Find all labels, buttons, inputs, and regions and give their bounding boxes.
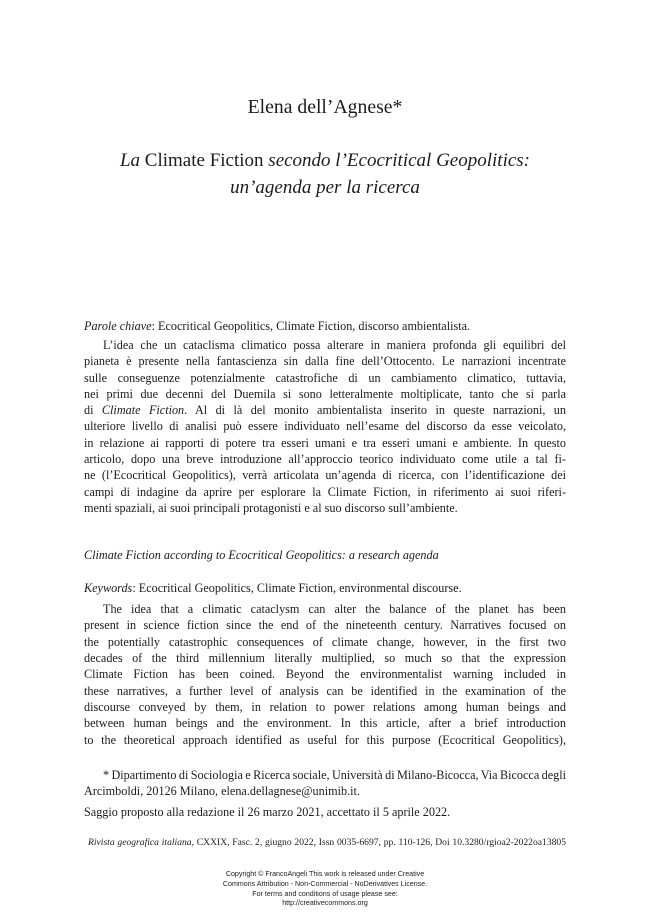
abstract-it-text: . Al di là del monito ambientalista inserito in queste narrazioni, un [184,403,566,418]
abstract-it-emphasis: Climate Fiction [101,403,185,418]
abstract-it-line: menti spaziali, ai suoi principali protagonisti e al suo discorso sull’ambiente. [84,500,458,515]
abstract-en-title [84,547,566,563]
keywords-en [84,580,566,596]
abstract-en [84,601,566,748]
abstract-en-line: The idea that a climatic cataclysm can alter the balance of the planet has been [103,602,566,616]
article-title [0,147,650,201]
abstract-en-line: decades of the third millennium literally multiplied, so much so that the expression [84,651,566,666]
abstract-it-line: ulteriore livello di analisi può essere individuato nell’esame del discorso da esse veicolato, [84,419,566,434]
abstract-en-line: Climate Fiction has been coined. Beyond the environmentalist warning included in [84,667,566,682]
submission-dates [84,804,566,820]
copyright-line: For terms and conditions of usage please see: [252,889,398,898]
keywords-en-line [84,580,566,596]
keywords-it-line [84,318,566,334]
abstract-en-line: these narratives, a further level of analysis can be identified in the examination of the [84,683,566,698]
copyright-notice [0,870,650,909]
keywords-en-label: Keywords [84,581,133,595]
title-roman-part: Climate Fiction [140,150,269,171]
author-name: Elena dell’Agnese* [247,96,403,118]
abstract-en-line: to the theoretical approach identified as useful for this purpose (Ecocritical Geopolitics), [84,732,566,747]
abstract-en-title-text: Climate Fiction according to Ecocritical Geopolitics: a research agenda [84,548,439,562]
submission-dates-text: Saggio proposto alla redazione il 26 marzo 2021, accettato il 5 aprile 2022. [84,805,451,819]
keywords-it-label: Parole chiave [84,319,152,333]
abstract-en-line: between human beings and the environment. In this article, after a brief introduction [84,716,566,731]
journal-name: Rivista geografica italiana [88,837,192,848]
abstract-it-line: L’idea che un cataclisma climatico possa alterare in maniera profonda gli equilibri del [103,338,566,352]
abstract-it-line: campi di indagine da aprire per esplorare la Climate Fiction, in riferimento ai suoi riferi- [84,484,566,499]
footnote-affiliation-line [84,783,566,799]
keywords-it-text: : Ecocritical Geopolitics, Climate Fiction, discorso ambientalista. [151,319,471,333]
author-footnote [84,767,566,800]
journal-citation [88,837,566,849]
journal-citation-line [88,837,566,849]
license-url: http://creativecommons.org [282,899,368,908]
title-line [0,147,650,174]
abstract-it-line: nei primi due decenni del Duemila si sono letteralmente moltiplicate, tanto che si parla [84,386,566,401]
copyright-line: Copyright © FrancoAngeli This work is released under Creative [225,870,425,878]
abstract-it-line: in relazione ai rapporti di potere tra esseri umani e tra esseri umani e ambiente. In questo [84,435,566,450]
abstract-it-line [84,402,566,418]
abstract-it-text: di [84,403,102,418]
footnote-punctuation: . [356,784,360,799]
title-italic-part: La [119,150,141,171]
footnote-address: Arcimboldi, 20126 Milano, [84,784,222,799]
footnote-affiliation-line: * Dipartimento di Sociologia e Ricerca sociale, Università di Milano-Bicocca, Via Bicocca degli [103,768,566,782]
abstract-en-line: discourse conveyed by them, in relation to power relations among human beings and [84,700,566,715]
abstract-en-line: the potentially catastrophic consequences of climate change, however, in the first two [84,634,566,649]
citation-details: , CXXIX, Fasc. 2, giugno 2022, Issn 0035-6697, pp. 110-126, Doi 10.3280/rgioa2-2022oa13805 [191,837,567,848]
abstract-it-line: ne (l’Ecocritical Geopolitics), verrà articolata un’agenda di ricerca, con l’identificazione dei [84,468,566,483]
copyright-line: Commons Attribution - Non-Commercial - NoDerivatives License. [222,879,428,888]
keywords-en-text: : Ecocritical Geopolitics, Climate Fiction, environmental discourse. [132,581,462,595]
title-line: un’agenda per la ricerca [230,177,420,198]
abstract-it-line: pianeta è presente nella fantascienza sin dalla fine dell’Ottocento. Le narrazioni incentrate [84,354,566,369]
title-italic-part: secondo l’Ecocritical Geopolitics: [268,150,531,171]
abstract-it-line: sulle conseguenze potenzialmente catastrofiche di un cambiamento climatico, tuttavia, [84,370,566,385]
keywords-it [84,318,566,334]
abstract-en-line: present in science fiction since the end of the nineteenth century. Narratives focused on [84,618,566,633]
author-email: elena.dellagnese@unimib.it [221,784,357,799]
abstract-it [84,337,566,516]
abstract-it-line: articolo, dopo una breve introduzione all’approccio teorico individuato come utile a tal fi- [84,452,566,467]
